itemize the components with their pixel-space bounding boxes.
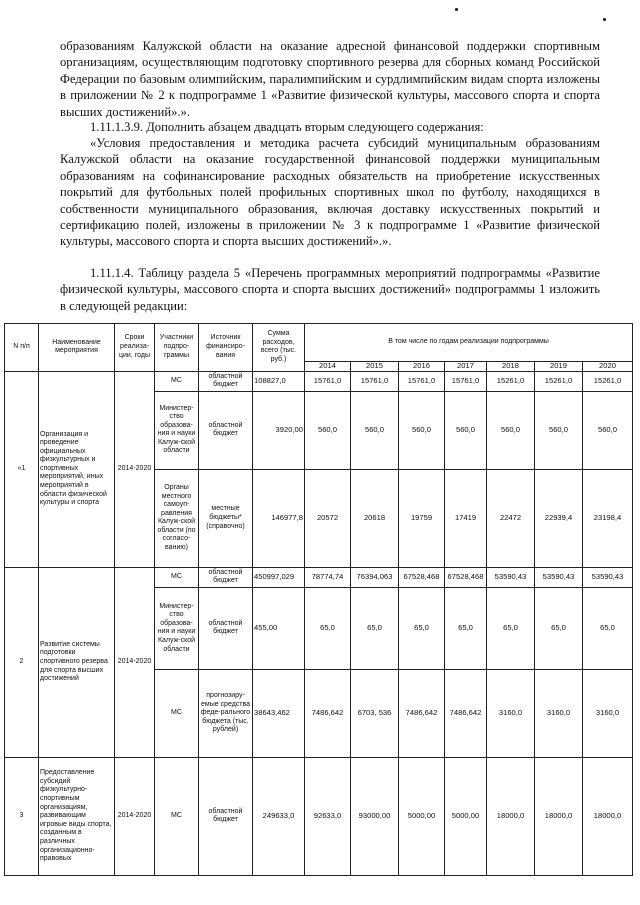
measure-name: Организация и проведение официальных физкультурных и спортивных мероприятий, иных мероприятий в области физической культуры и спорта: [39, 371, 115, 567]
participant: Министер-ство образова-ния и науки Калуж-ской области: [155, 587, 199, 669]
participant: МС: [155, 371, 199, 391]
year-value: 3160,0: [583, 669, 633, 757]
participant: Министер-ство образова-ния и науки Калуж-ской области: [155, 391, 199, 469]
year-value: 67528,468: [445, 567, 487, 587]
row-number: 2: [5, 567, 39, 757]
funding-source: областной бюджет: [199, 371, 253, 391]
header-by-years: В том числе по годам реализации подпрограммы: [305, 324, 633, 362]
year-value: 6703, 536: [351, 669, 399, 757]
year-value: 92633,0: [305, 757, 351, 875]
year-value: 65,0: [305, 587, 351, 669]
measure-period: 2014-2020: [115, 757, 155, 875]
header-number: N п/п: [5, 324, 39, 372]
scan-speck: [603, 18, 606, 21]
header-year: 2016: [399, 362, 445, 372]
year-value: 65,0: [351, 587, 399, 669]
header-measure-name: Наименование мероприятия: [39, 324, 115, 372]
year-value: 5000,00: [399, 757, 445, 875]
year-value: 20618: [351, 469, 399, 567]
year-value: 18000,0: [583, 757, 633, 875]
year-value: 65,0: [583, 587, 633, 669]
measure-period: 2014-2020: [115, 371, 155, 567]
year-value: 65,0: [399, 587, 445, 669]
year-value: 53590,43: [487, 567, 535, 587]
header-total-sum: Сумма расходов, всего (тыс. руб.): [253, 324, 305, 372]
year-value: 78774,74: [305, 567, 351, 587]
year-value: 65,0: [487, 587, 535, 669]
year-value: 15261,0: [535, 371, 583, 391]
year-value: 22472: [487, 469, 535, 567]
year-value: 93000,00: [351, 757, 399, 875]
year-value: 22939,4: [535, 469, 583, 567]
header-year: 2018: [487, 362, 535, 372]
year-value: 560,0: [351, 391, 399, 469]
year-value: 18000,0: [535, 757, 583, 875]
year-value: 560,0: [399, 391, 445, 469]
participant: Органы местного самоуп-равления Калуж-ской области (по согласо-ванию): [155, 469, 199, 567]
scan-speck: [455, 8, 458, 11]
header-funding-source: Источник финансиро-вания: [199, 324, 253, 372]
header-year: 2014: [305, 362, 351, 372]
header-period: Сроки реализа-ции, годы: [115, 324, 155, 372]
year-value: 15761,0: [399, 371, 445, 391]
year-value: 15761,0: [305, 371, 351, 391]
year-value: 3160,0: [535, 669, 583, 757]
header-year: 2020: [583, 362, 633, 372]
total-sum: 3920,00: [253, 391, 305, 469]
year-value: 23198,4: [583, 469, 633, 567]
year-value: 7486,642: [399, 669, 445, 757]
total-sum: 108827,0: [253, 371, 305, 391]
year-value: 560,0: [535, 391, 583, 469]
funding-source: областной бюджет: [199, 391, 253, 469]
total-sum: 455,00: [253, 587, 305, 669]
participant: МС: [155, 669, 199, 757]
table-row: [5, 567, 633, 587]
table-row: [5, 757, 633, 875]
total-sum: 450997,029: [253, 567, 305, 587]
funding-source: прогнозиру-емые средства феде-рального бюджета (тыс. рублей): [199, 669, 253, 757]
participant: МС: [155, 567, 199, 587]
paragraph-clause-1-11-1-3-9: 1.11.1.3.9. Дополнить абзацем двадцать вторым следующего содержания:: [90, 120, 484, 134]
year-value: 53590,43: [535, 567, 583, 587]
row-number: 3: [5, 757, 39, 875]
table-row: [5, 371, 633, 391]
year-value: 7486,642: [305, 669, 351, 757]
year-value: 3160,0: [487, 669, 535, 757]
year-value: 15261,0: [487, 371, 535, 391]
year-value: 19759: [399, 469, 445, 567]
year-value: 560,0: [445, 391, 487, 469]
year-value: 15761,0: [445, 371, 487, 391]
paragraph-clause-1-11-1-4: 1.11.1.4. Таблицу раздела 5 «Перечень программных мероприятий подпрограммы «Развитие физической культуры, массового спорта и спорта высших достижений» подпрограммы 1 изложить в следующей редакции:: [60, 266, 600, 313]
row-number: «1: [5, 371, 39, 567]
total-sum: 38643,462: [253, 669, 305, 757]
year-value: 17419: [445, 469, 487, 567]
year-value: 53590,43: [583, 567, 633, 587]
participant: МС: [155, 757, 199, 875]
paragraph-continuation: образованиям Калужской области на оказание адресной финансовой поддержки спортивным организациям, осуществляющим подготовку спортивного резерва для сборных команд Российской Федерации по базовым олимпийским, паралимпийским и сурдлимпийским видам спорта изложены в приложении № 2 к подпрограмме 1 «Развитие физической культуры, массового спорта и спорта высших достижений».».: [60, 39, 600, 119]
year-value: 7486,642: [445, 669, 487, 757]
year-value: 67528,468: [399, 567, 445, 587]
year-value: 15261,0: [583, 371, 633, 391]
funding-source: местные бюджеты* (справочно): [199, 469, 253, 567]
year-value: 65,0: [535, 587, 583, 669]
measure-name: Предоставление субсидий физкультурно-спортивным организациям, развивающим игровые виды спорта, созданным в различных организационно-правовых: [39, 757, 115, 875]
year-value: 65,0: [445, 587, 487, 669]
program-measures-table: [4, 323, 633, 876]
header-participants: Участники подпро-граммы: [155, 324, 199, 372]
year-value: 560,0: [583, 391, 633, 469]
year-value: 5000,00: [445, 757, 487, 875]
measure-name: Развитие системы подготовки спортивного резерва для спорта высших достижений: [39, 567, 115, 757]
header-year: 2015: [351, 362, 399, 372]
funding-source: областной бюджет: [199, 567, 253, 587]
header-year: 2017: [445, 362, 487, 372]
year-value: 20572: [305, 469, 351, 567]
year-value: 18000,0: [487, 757, 535, 875]
measure-period: 2014-2020: [115, 567, 155, 757]
total-sum: 146977,8: [253, 469, 305, 567]
funding-source: областной бюджет: [199, 587, 253, 669]
funding-source: областной бюджет: [199, 757, 253, 875]
paragraph-quoted-conditions: «Условия предоставления и методика расчета субсидий муниципальным образованиям Калужской области на оказание государственной финансовой поддержки муниципальным образованиям на софинансирование расходных обязательств на приобретение искусственных покрытий для футбольных полей профильных спортивных школ по футболу, находящихся в собственности муниципального образования, включая доставку искусственных покрытий и сертификацию полей, изложены в приложении № 3 к подпрограмме 1 «Развитие физической культуры, массового спорта и спорта высших достижений».».: [60, 136, 600, 249]
header-year: 2019: [535, 362, 583, 372]
year-value: 560,0: [305, 391, 351, 469]
year-value: 76394,063: [351, 567, 399, 587]
total-sum: 249633,0: [253, 757, 305, 875]
year-value: 560,0: [487, 391, 535, 469]
year-value: 15761,0: [351, 371, 399, 391]
